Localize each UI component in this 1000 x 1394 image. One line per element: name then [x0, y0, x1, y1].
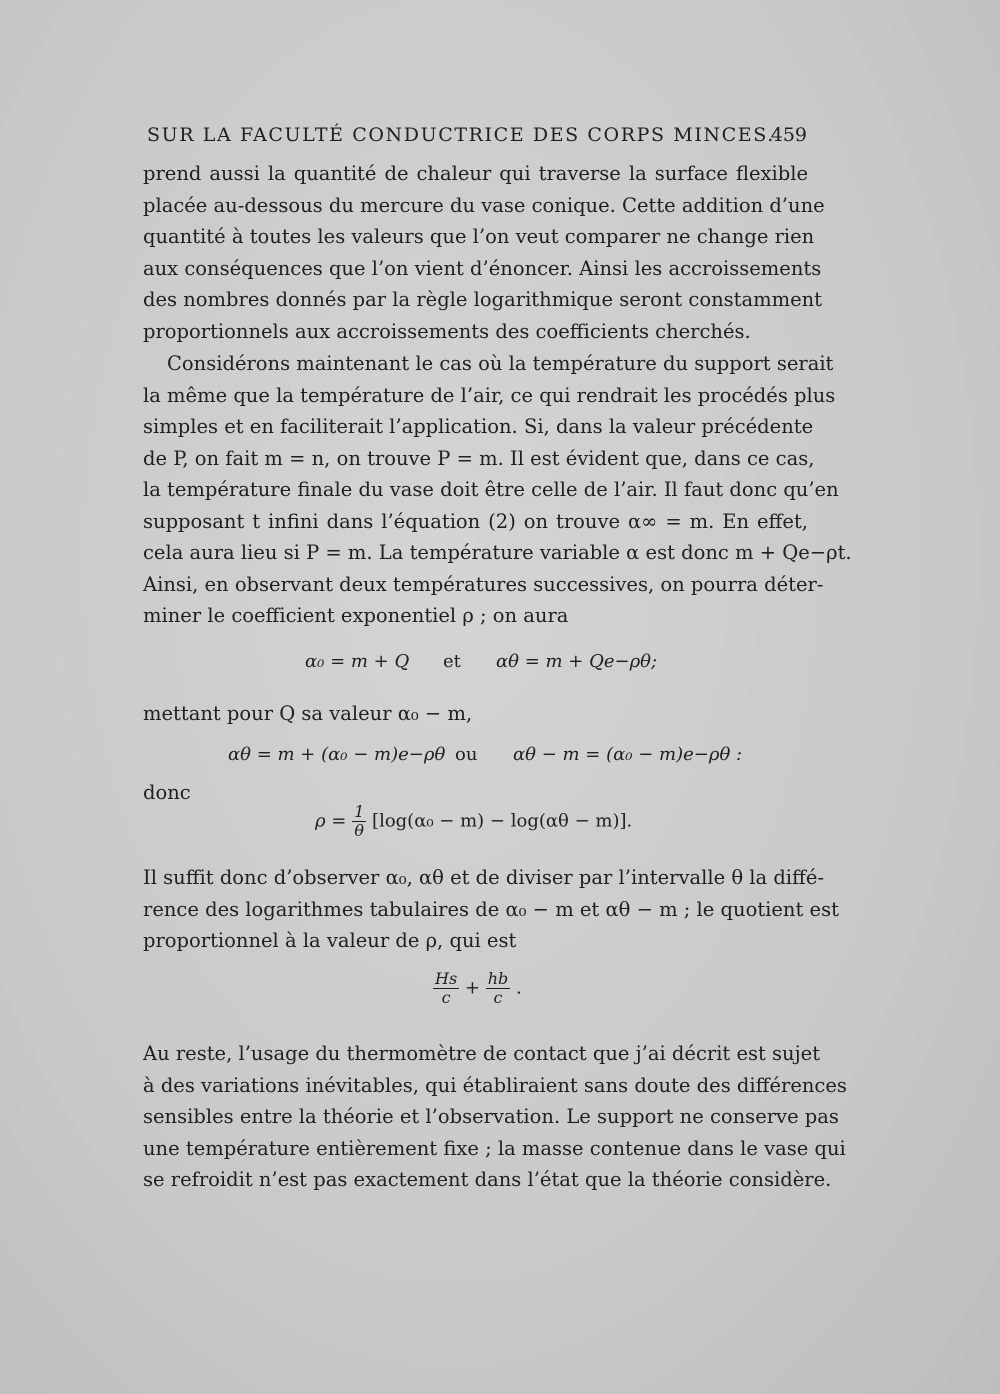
equation-2-left: αθ = m + (α₀ − m)e−ρθ	[228, 744, 446, 765]
paragraph-3	[143, 862, 839, 957]
fraction-numerator: 1	[354, 802, 365, 821]
fraction-denominator: θ	[354, 821, 365, 840]
equation-2-right: αθ − m = (α₀ − m)e−ρθ :	[513, 744, 743, 765]
text-line: supposant t infini dans l’équation (2) on trouve α∞ = m. En effet,	[143, 509, 808, 533]
text-line: prend aussi la quantité de chaleur qui traverse la surface flexible	[143, 162, 808, 185]
text-line: simples et en faciliterait l’application. Si, dans la valeur précédente	[143, 415, 814, 438]
text-line: Considérons maintenant le cas où la température du support serait	[167, 352, 834, 375]
equation-3-lhs: ρ =	[315, 810, 347, 832]
text-line: miner le coefficient exponentiel ρ ; on aura	[143, 604, 569, 627]
plus-sign: +	[464, 977, 480, 999]
text-line: une température entièrement fixe ; la masse contenue dans le vase qui	[143, 1136, 846, 1160]
text-mettant: mettant pour Q sa valeur α₀ − m,	[143, 702, 473, 725]
text-line: proportionnel à la valeur de ρ, qui est	[143, 929, 517, 952]
page-number: 459	[770, 124, 807, 146]
text-line: des nombres donnés par la règle logarithmique seront constamment	[143, 288, 823, 311]
text-line: rence des logarithmes tabulaires de α₀ − m et αθ − m ; le quotient est	[143, 897, 839, 921]
text-line: quantité à toutes les valeurs que l’on veut comparer ne change rien	[143, 225, 815, 248]
text-line: cela aura lieu si P = m. La température variable α est donc m + Qe−ρt.	[143, 541, 852, 564]
text-line: se refroidit n’est pas exactement dans l’état que la théorie considère.	[143, 1168, 832, 1191]
paragraph-1	[143, 158, 825, 347]
equation-4	[433, 970, 522, 1007]
fraction-denominator: c	[441, 988, 451, 1007]
text-line: la même que la température de l’air, ce qui rendrait les procédés plus	[143, 383, 836, 407]
text-line: proportionnels aux accroissements des coefficients cherchés.	[143, 319, 751, 343]
running-header	[147, 124, 807, 146]
fraction-hb-over-c	[486, 970, 511, 1007]
text-line: la température finale du vase doit être celle de l’air. Il faut donc qu’en	[143, 478, 839, 501]
fraction-one-over-theta	[352, 803, 366, 840]
text-line: placée au-dessous du mercure du vase conique. Cette addition d’une	[143, 193, 825, 217]
equation-3-rhs: [log(α₀ − m) − log(αθ − m)].	[372, 810, 633, 832]
equation-1-left: α₀ = m + Q	[305, 651, 410, 672]
equation-1-connector: et	[443, 651, 461, 672]
text-line: Au reste, l’usage du thermomètre de contact que j’ai décrit est sujet	[143, 1042, 821, 1065]
fraction-denominator: c	[493, 988, 503, 1007]
equation-3	[315, 803, 632, 840]
text-line: aux conséquences que l’on vient d’énoncer. Ainsi les accroissements	[143, 256, 822, 280]
fraction-numerator: hb	[487, 969, 509, 988]
equation-end-period: .	[516, 977, 522, 999]
text-donc: donc	[143, 781, 191, 804]
running-title: SUR LA FACULTÉ CONDUCTRICE DES CORPS MINCES.	[147, 124, 775, 146]
equation-2-connector: ou	[455, 744, 478, 765]
paragraph-4	[143, 1038, 847, 1196]
paragraph-2	[143, 348, 852, 632]
equation-1-right: αθ = m + Qe−ρθ;	[496, 651, 658, 672]
text-line: sensibles entre la théorie et l’observation. Le support ne conserve pas	[143, 1105, 839, 1128]
text-line: Ainsi, en observant deux températures successives, on pourra déter-	[143, 572, 824, 596]
text-line: Il suffit donc d’observer α₀, αθ et de diviser par l’intervalle θ la diffé-	[143, 866, 825, 889]
fraction-hs-over-c	[433, 970, 459, 1007]
text-line: de P, on fait m = n, on trouve P = m. Il est évident que, dans ce cas,	[143, 446, 815, 470]
fraction-numerator: Hs	[435, 969, 458, 988]
text-line: à des variations inévitables, qui établiraient sans doute des différences	[143, 1073, 847, 1097]
